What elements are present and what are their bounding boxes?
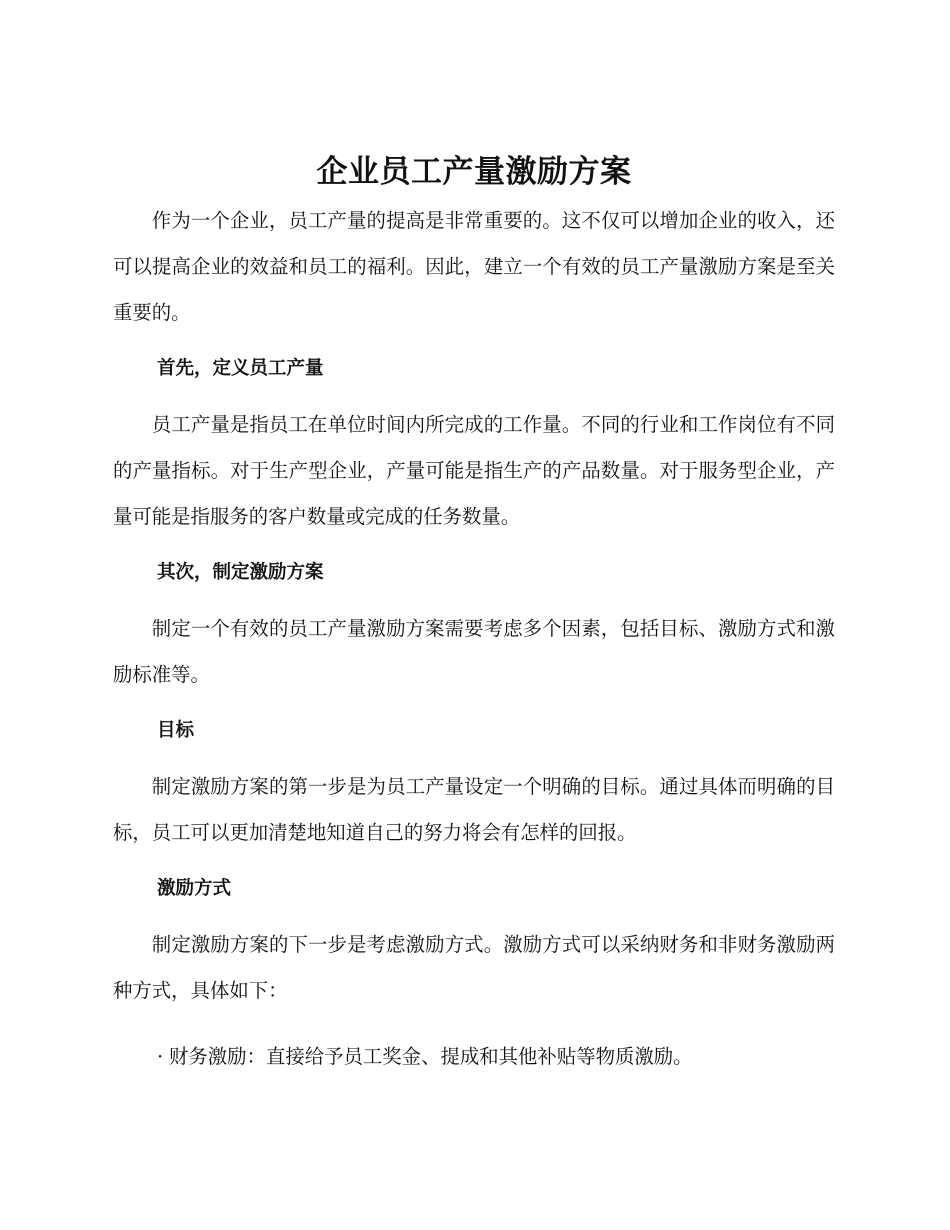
document-body bbox=[113, 148, 835, 1080]
section-paragraph-goal: 制定激励方案的第一步是为员工产量设定一个明确的目标。通过具体而明确的目标，员工可以更加清楚地知道自己的努力将会有怎样的回报。 bbox=[113, 775, 835, 844]
section-heading-define-output: 首先，定义员工产量 bbox=[157, 358, 324, 379]
section-paragraph-make-plan: 制定一个有效的员工产量激励方案需要考虑多个因素，包括目标、激励方式和激励标准等。 bbox=[113, 617, 835, 686]
section-heading-goal: 目标 bbox=[157, 720, 195, 741]
section-heading-incentive-method: 激励方式 bbox=[157, 878, 232, 899]
intro-paragraph: 作为一个企业，员工产量的提高是非常重要的。这不仅可以增加企业的收入，还可以提高企业的效益和员工的福利。因此，建立一个有效的员工产量激励方案是至关重要的。 bbox=[113, 209, 835, 324]
bullet-item-financial-incentive bbox=[113, 1034, 835, 1080]
bullet-marker: · bbox=[157, 1045, 164, 1068]
section-paragraph-incentive-method: 制定激励方案的下一步是考虑激励方式。激励方式可以采纳财务和非财务激励两种方式，具体如下： bbox=[113, 933, 835, 1002]
section-heading-make-plan: 其次，制定激励方案 bbox=[157, 562, 324, 583]
section-paragraph-define-output: 员工产量是指员工在单位时间内所完成的工作量。不同的行业和工作岗位有不同的产量指标。对于生产型企业，产量可能是指生产的产品数量。对于服务型企业，产量可能是指服务的客户数量或完成的任务数量。 bbox=[113, 413, 835, 528]
document-title: 企业员工产量激励方案 bbox=[316, 154, 632, 190]
bullet-text: 财务激励：直接给予员工奖金、提成和其他补贴等物质激励。 bbox=[169, 1045, 693, 1068]
